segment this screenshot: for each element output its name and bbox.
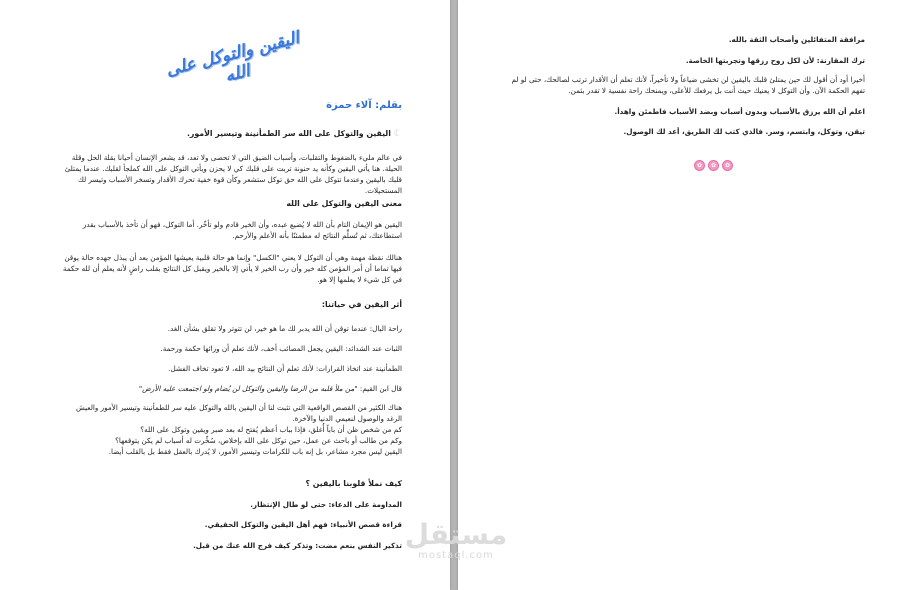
watermark-logo-text: مستقل: [404, 518, 508, 551]
document-title: اليقين والتوكل على الله: [163, 28, 302, 87]
fill-item-1: المداومة على الدعاء: حتى لو طال الإنتظار.: [250, 500, 402, 509]
intro-heading: ☾اليقين والتوكل على الله سر الطمأنينة وتيسير الأمور.: [186, 129, 402, 139]
watermark-domain: mostaql.com: [418, 550, 494, 561]
effect-item-1: راحة البال: عندما توقن أن الله يدبر لك ما هو خير، لن تتوتر ولا تقلق بشأن الغد.: [167, 324, 402, 333]
flower-icon: ✿: [708, 160, 719, 171]
intro-paragraph: في عالم مليء بالضغوط والتقلبات، وأسباب الضيق التي لا تحصى ولا تعد، قد يشعر الإنسان أحيانا بقلة الحل وقلة الحيلة. هنا يأتي اليقين وكأنه يد حنونة تربت على قلبك كي لا يحزن ويأتي التوكل على الله كملجأ لقلبك. عندما يمتلئ قلبك باليقين وعندما تتوكل على الله حق توكل ستشعر وكأن قوة خفية تحرك الأقدار وتسخر الأسباب وتيسر لك المستحيلات.: [64, 153, 402, 195]
quote-text: من ملأ قلبه من الرضا واليقين والتوكل لن يُضام ولو اجتمعت عليه الأرض: [142, 384, 355, 393]
fill-item-2: قراءة قصص الأنبياء: فهم أهل اليقين والتوكل الحقيقي.: [204, 520, 402, 529]
flower-decoration: [694, 152, 736, 171]
fill-heading: كيف نملأ قلوبنا باليقين ؟: [305, 479, 402, 488]
document-page-right: [458, 0, 913, 590]
meaning-paragraph-1: اليقين هو الإيمان التام بأن الله لا يُضيع عبده، وأن الخير قادم ولو تأخّر. أما التوكل، فهو أن تأخذ بالأسباب بقدر استطاعتك، ثم تُسلِّم النتائج له مطمئنًا بأنه الأعلم والأرحم.: [82, 220, 402, 240]
stories-paragraph-1: هناك الكثير من القصص الواقعية التي تثبت لنا أن اليقين بالله والتوكل عليه سر للطمأنينة وتيسير الأمور والعيش الرغد والوصول لنعيمي الدنيا والآخرة.: [75, 403, 402, 423]
right-line-2: ترك المقارنة: لأن لكل روح رزقها وتجربتها الخاصة.: [685, 56, 865, 65]
effect-item-2: الثبات عند الشدائد: اليقين يجعل المصائب أخف، لأنك تعلم أن ورائها حكمة ورحمة.: [160, 344, 402, 353]
right-line-3: أخيرا أود أن أقول لك حين يمتلئ قلبك باليقين لن تخشى ضياعاً ولا تأخيراً، لأنك تعلم أن الأقدار ترتب لصالحك، حتى لو لم تفهم الحكمة الآن. وأن التوكل لا يعنيك حيث أنت بل يرفعك للأعلى، ويمنحك راحة نفسية لا تقدر بثمن.: [511, 75, 865, 95]
stories-paragraph-2: كم من شخص ظن أن باباً أُغلق، فإذا بباب أعظم يُفتح له بعد صبر ويقين وتوكل على الله؟: [140, 425, 402, 434]
right-line-1: مرافقة المتفائلين وأصحاب الثقة بالله.: [728, 35, 865, 44]
right-line-5: تيقن، وتوكل، وابتسم، وسر. فالذي كتب لك الطريق، أعد لك الوصول.: [623, 127, 865, 136]
stories-paragraph-3: وكم من طالب أو باحث عن عمل، حين توكل على الله بإخلاص، سُخِّرت له أسباب لم يكن يتوقعها؟: [115, 436, 402, 445]
quote-line: قال ابن القيم: "من ملأ قلبه من الرضا واليقين والتوكل لن يُضام ولو اجتمعت عليه الأرض": [138, 384, 402, 393]
effect-item-3: الطمأنينة عند اتخاذ القرارات: لأنك تعلم أن النتائج بيد الله، لا تعود تخاف الفشل.: [168, 364, 402, 373]
flower-icon: ✿: [694, 160, 705, 171]
meaning-heading: معنى اليقين والتوكل على الله: [286, 199, 402, 208]
stories-paragraph-4: اليقين ليس مجرد مشاعر، بل إنه باب للكرامات وتيسير الأمور، لا يُدرك بالعقل فقط بل بالقلب أيضا.: [108, 447, 402, 456]
document-page-left: [0, 0, 450, 590]
author-line: بقلم: آلاء حمزة: [326, 100, 402, 111]
right-line-4: اعلم أن الله يرزق بالأسباب وبدون أسباب وبضد الأسباب فاطمئن واهدأ.: [614, 107, 865, 116]
flower-icon: ✿: [722, 160, 733, 171]
fill-item-3: تذكير النفس بنعم مضت: وتذكر كيف فرج الله عنك من قبل.: [193, 541, 402, 550]
moon-icon: ☾: [393, 129, 402, 139]
effect-heading: أثر اليقين في حياتنا:: [321, 300, 402, 309]
meaning-paragraph-2: هنالك نقطة مهمة وهي أن التوكل لا يعني "الكسل" وإنما هو حالة قلبية يعيشها المؤمن بعد أن يبذل جهده حالة يوقن فيها تماما أن أمر المؤمن كله خير وأن رب الخير لا يأتي إلا بالخير ويقبل كل النتائج بقلب راضٍ لأنه يعلم أن لله حكمة في كل شيء لا يعلمها إلا هو.: [62, 253, 402, 284]
